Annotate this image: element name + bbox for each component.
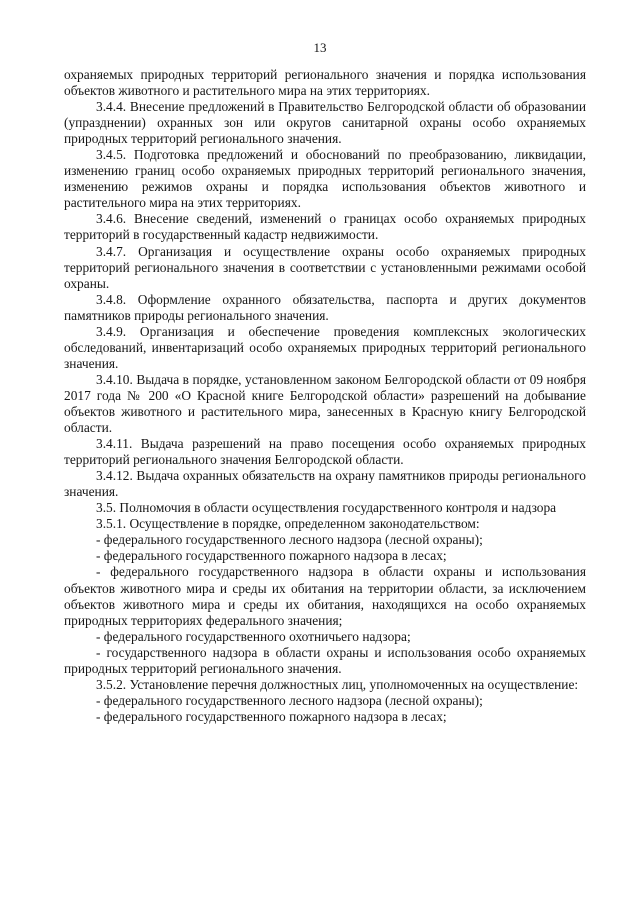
paragraph: 3.4.9. Организация и обеспечение проведения комплексных экологических обследований, инвентаризаций особо охраняемых природных территорий регионального значения. <box>64 323 586 371</box>
paragraph: 3.5.2. Установление перечня должностных лиц, уполномоченных на осуществление: <box>96 676 579 692</box>
paragraph: 3.5. Полномочия в области осуществления государственного контроля и надзора <box>96 500 557 516</box>
paragraph: - федерального государственного пожарного надзора в лесах; <box>96 708 447 724</box>
paragraph: - федерального государственного лесного надзора (лесной охраны); <box>96 532 483 548</box>
paragraph: - государственного надзора в области охраны и использования особо охраняемых природных территорий регионального значения. <box>64 644 586 676</box>
page-number: 13 <box>313 40 327 55</box>
paragraph: 3.4.8. Оформление охранного обязательства, паспорта и других документов памятников природы регионального значения. <box>64 291 586 323</box>
paragraph: 3.4.11. Выдача разрешений на право посещения особо охраняемых природных территорий регионального значения Белгородской области. <box>64 436 586 468</box>
paragraph: охраняемых природных территорий регионального значения и порядка использования объектов животного и растительного мира на этих территориях. <box>64 67 586 99</box>
paragraph: - федерального государственного лесного надзора (лесной охраны); <box>96 692 483 708</box>
document-body <box>64 67 586 725</box>
paragraph: 3.4.4. Внесение предложений в Правительство Белгородской области об образовании (упразднении) охранных зон или округов санитарной охраны особо охраняемых природных территорий регионального значения. <box>64 99 586 147</box>
paragraph: - федерального государственного пожарного надзора в лесах; <box>96 548 447 564</box>
paragraph: 3.4.7. Организация и осуществление охраны особо охраняемых природных территорий регионального значения в соответствии с установленными режимами особой охраны. <box>64 243 586 291</box>
paragraph: 3.4.6. Внесение сведений, изменений о границах особо охраняемых природных территорий в государственный кадастр недвижимости. <box>64 211 586 243</box>
paragraph: - федерального государственного надзора в области охраны и использования объектов животного мира и среды их обитания на территории области, за исключением объектов животного мира и среды их обитания, находящихся на особо охраняемых природных территориях федерального значения; <box>64 564 586 628</box>
paragraph: 3.4.5. Подготовка предложений и обоснований по преобразованию, ликвидации, изменению границ особо охраняемых природных территорий регионального значения, изменению режимов охраны и порядка использования объектов животного и растительного мира на этих территориях. <box>64 147 586 211</box>
paragraph: 3.5.1. Осуществление в порядке, определенном законодательством: <box>96 516 480 532</box>
paragraph: 3.4.10. Выдача в порядке, установленном законом Белгородской области от 09 ноября 2017 года № 200 «О Красной книге Белгородской области» разрешений на добывание объектов животного и растительного мира, занесенных в Красную книгу Белгородской области. <box>64 371 586 436</box>
paragraph: 3.4.12. Выдача охранных обязательств на охрану памятников природы регионального значения. <box>64 468 586 500</box>
paragraph: - федерального государственного охотничьего надзора; <box>96 628 411 644</box>
